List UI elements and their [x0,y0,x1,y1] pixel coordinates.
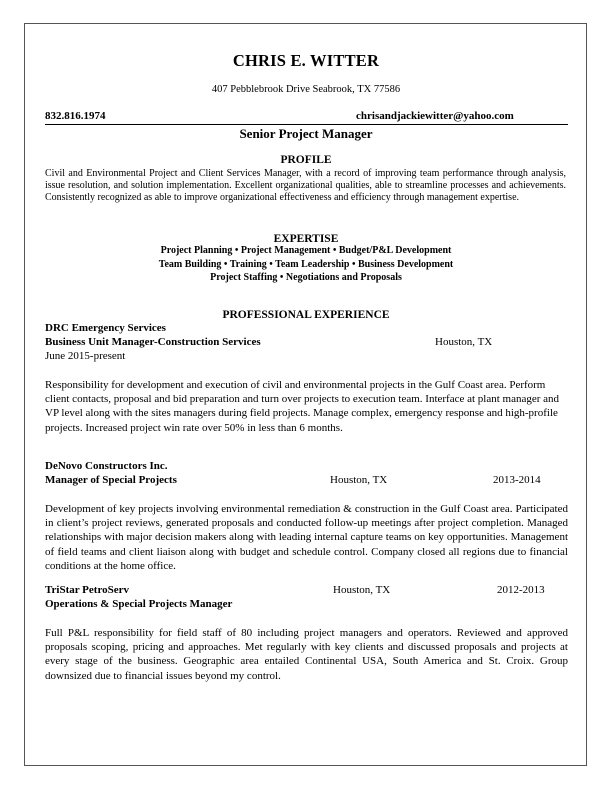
expertise-heading: EXPERTISE [273,233,339,245]
expertise-line: Project Planning • Project Management • Budget/P&L Development [160,245,452,256]
company-name: TriStar PetroServ [45,584,130,596]
candidate-name: CHRIS E. WITTER [232,51,380,70]
job-dates: 2012-2013 [497,584,545,596]
expertise-line: Project Staffing • Negotiations and Proposals [210,272,402,283]
company-name: DeNovo Constructors Inc. [45,460,168,472]
profile-heading: PROFILE [280,154,332,166]
job-role: Operations & Special Projects Manager [45,598,233,610]
job-role: Business Unit Manager-Construction Services [45,336,261,348]
address: 407 Pebblebrook Drive Seabrook, TX 77586 [211,84,401,95]
job-description: Full P&L responsibility for field staff of 80 including project managers and operators. Reviewed and approved proposals scoping, pricing and approaches. Met regularly with key clients and discussed proposals and projects at every stage of the business. Geographic area entailed Continental USA, South America and St. Croix. Group downsized due to financial issues beyond my control. [45,627,568,682]
experience-heading: PROFESSIONAL EXPERIENCE [222,309,390,321]
expertise-line: Team Building • Training • Team Leadership • Business Development [158,259,454,270]
job-location: Houston, TX [435,336,493,348]
job-dates: 2013-2014 [493,474,541,486]
job-location: Houston, TX [333,584,391,596]
job-location: Houston, TX [330,474,388,486]
profile-text: Civil and Environmental Project and Client Services Manager, with a record of improving team performance through analysis, issue resolution, and solution implementation. Excellent organizational qualities, able to streamline processes and achievements. Consistently recognized as able to improve organizational effectiveness and efficiency through management expertise. [45,168,566,203]
phone: 832.816.1974 [45,110,106,122]
job-dates: June 2015-present [45,350,126,362]
email: chrisandjackiewitter@yahoo.com [356,110,514,122]
job-role: Manager of Special Projects [45,474,177,486]
job-description: Development of key projects involving environmental remediation & construction in the Gulf Coast area. Participated in client’s project reviews, generated proposals and conducted follow-up meetings after project completion. Managed relationships with major decision makers along with leading internal capture teams on key opportunities. Management of field teams and client liaison along with budget and schedule control. Company closed all regions due to financial conditions at the home office. [45,503,568,572]
job-description: Responsibility for development and execution of civil and environmental projects in the Gulf Coast area. Perform client contacts, proposal and bid preparation and turn over projects to execution team. Interface at plant manager and VP level along with the sites managers during field projects. Manage complex, emergency response and high-profile projects. Increased project win rate over 50% in less than 6 months. [45,379,560,434]
company-name: DRC Emergency Services [45,322,166,334]
header-divider [45,124,568,125]
job-title: Senior Project Manager [239,126,373,141]
